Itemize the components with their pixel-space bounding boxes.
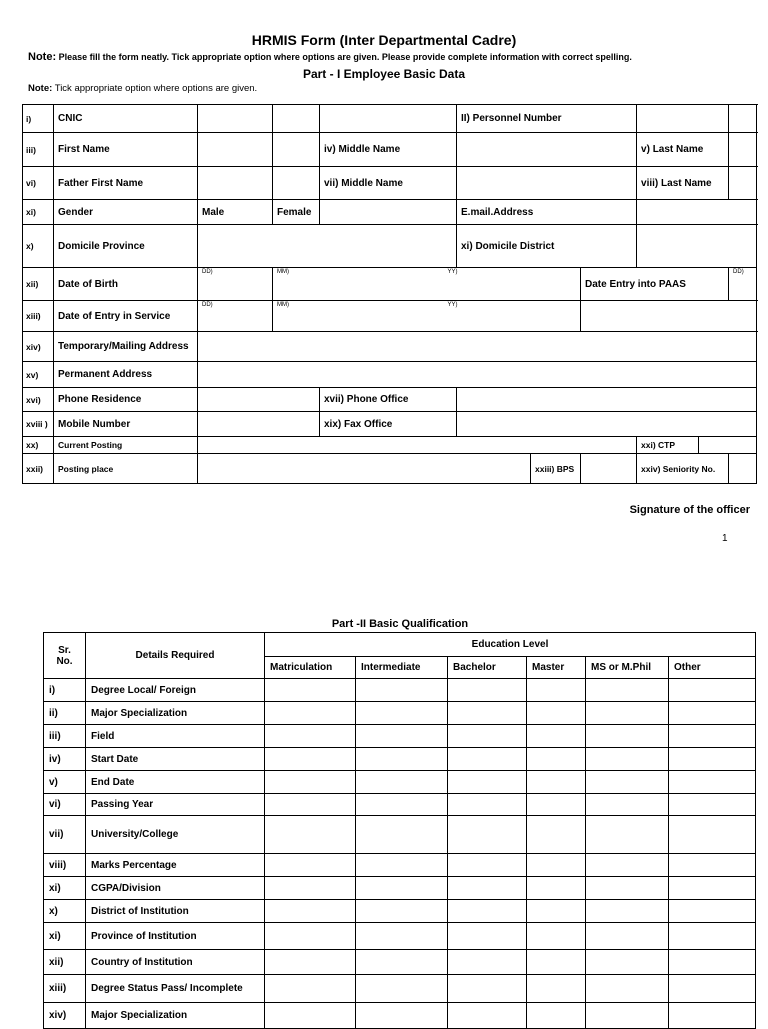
domicile-province-label: Domicile Province [54,225,198,268]
level-header: MS or M.Phil [586,657,669,679]
first-name-label: First Name [54,133,198,167]
qualification-row [44,1003,756,1029]
qualification-cell[interactable] [527,950,586,975]
middle-name-field[interactable] [457,133,637,167]
sr-number: viii) [44,854,86,877]
qualification-rows [44,679,756,1029]
qualification-cell[interactable] [669,854,756,877]
qualification-cell[interactable] [448,900,527,923]
page-number: 1 [722,533,728,544]
service-entry-blank[interactable] [581,301,757,332]
qualification-cell[interactable] [356,975,448,1003]
mobile-number-field[interactable] [198,412,320,437]
education-level-header: Education Level [265,633,756,657]
gender-label: Gender [54,200,198,225]
first-name-field[interactable] [273,133,320,167]
dob-month-field[interactable]: MM) [273,268,444,301]
level-header: Master [527,657,586,679]
detail-label: Province of Institution [86,923,265,950]
row-number: xiv) [23,332,54,362]
phone-row [23,388,757,412]
qualification-cell[interactable] [586,816,669,854]
row-number: xxii) [23,454,54,484]
qualification-cell[interactable] [586,900,669,923]
father-first-name-field[interactable] [198,167,273,200]
father-middle-name-field[interactable] [457,167,637,200]
sr-number: x) [44,900,86,923]
detail-label: District of Institution [86,900,265,923]
sr-number: iii) [44,725,86,748]
middle-name-label: iv) Middle Name [320,133,457,167]
service-day-field[interactable]: DD) [198,301,273,332]
note-text: Please fill the form neatly. Tick appropriate option where options are given. Please provide complete information with correct spelling. [56,52,632,62]
detail-label: University/College [86,816,265,854]
father-last-name-field[interactable] [729,167,757,200]
sr-number: v) [44,771,86,794]
sr-number: xiv) [44,1003,86,1029]
qualification-cell[interactable] [586,1003,669,1029]
qualification-row [44,950,756,975]
qualification-cell[interactable] [265,748,356,771]
father-name-row [23,167,757,200]
part-two-title: Part -II Basic Qualification [331,618,469,630]
paas-entry-date-label: Date Entry into PAAS [581,268,729,301]
personnel-number-field[interactable] [637,105,729,133]
father-first-name-field[interactable] [273,167,320,200]
gender-field[interactable] [320,200,457,225]
qualification-cell[interactable] [356,1003,448,1029]
header-row [44,633,756,657]
part-one-title: Part - I Employee Basic Data [302,67,466,81]
fax-office-label: xix) Fax Office [320,412,457,437]
last-name-field[interactable] [729,133,757,167]
sr-number: iv) [44,748,86,771]
row-number: xx) [23,437,54,454]
qualification-cell[interactable] [586,771,669,794]
row-number: xi) [23,200,54,225]
qualification-cell[interactable] [586,950,669,975]
row-number: xvi) [23,388,54,412]
note-label: Note: [28,51,57,63]
qualification-cell[interactable] [669,702,756,725]
qualification-cell[interactable] [265,877,356,900]
level-header: Other [669,657,756,679]
email-label: E.mail.Address [457,200,637,225]
qualification-row [44,854,756,877]
current-posting-label: Current Posting [54,437,198,454]
qualification-cell[interactable] [586,877,669,900]
posting-place-field[interactable] [198,454,531,484]
detail-label: End Date [86,771,265,794]
row-number: xviii ) [23,412,54,437]
row-number: i) [23,105,54,133]
qualification-cell[interactable] [448,923,527,950]
qualification-cell[interactable] [669,1003,756,1029]
domicile-row [23,225,757,268]
qualification-cell[interactable] [265,975,356,1003]
qualification-row [44,975,756,1003]
level-header: Intermediate [356,657,448,679]
detail-label: Major Specialization [86,1003,265,1029]
qualification-cell[interactable] [527,900,586,923]
note-text: Tick appropriate option where options are given. [52,83,258,94]
qualification-cell[interactable] [265,900,356,923]
qualification-cell[interactable] [448,771,527,794]
qualification-cell[interactable] [669,975,756,1003]
qualification-cell[interactable] [527,1003,586,1029]
detail-label: Marks Percentage [86,854,265,877]
qualification-cell[interactable] [669,950,756,975]
detail-label: Passing Year [86,794,265,816]
mobile-number-label: Mobile Number [54,412,198,437]
dob-year-field[interactable]: YY) [444,268,581,301]
posting-place-label: Posting place [54,454,198,484]
sr-number: xi) [44,877,86,900]
qualification-cell[interactable] [527,748,586,771]
qualification-cell[interactable] [586,702,669,725]
qualification-cell[interactable] [669,794,756,816]
note-label: Note: [28,83,53,94]
qualification-cell[interactable] [356,877,448,900]
sr-number: xiii) [44,975,86,1003]
qualification-row [44,725,756,748]
qualification-cell[interactable] [265,816,356,854]
personnel-number-field[interactable] [729,105,757,133]
sr-number: xii) [44,950,86,975]
sr-number: i) [44,679,86,702]
qualification-cell[interactable] [448,854,527,877]
bps-label: xxiii) BPS [531,454,581,484]
qualification-cell[interactable] [356,950,448,975]
gender-female-option[interactable]: Female [273,200,320,225]
row-number: x) [23,225,54,268]
sr-number-header: Sr. No. [44,633,86,679]
father-middle-name-label: vii) Middle Name [320,167,457,200]
personnel-number-label: II) Personnel Number [457,105,637,133]
dob-day-field[interactable]: DD) [198,268,273,301]
qualification-cell[interactable] [265,1003,356,1029]
qualification-cell[interactable] [356,854,448,877]
bps-field[interactable] [581,454,637,484]
qualification-cell[interactable] [448,816,527,854]
qualification-row [44,702,756,725]
sr-number: vi) [44,794,86,816]
date-of-birth-row [23,268,757,301]
current-posting-field[interactable] [198,437,637,454]
father-first-name-label: Father First Name [54,167,198,200]
domicile-district-field[interactable] [637,225,757,268]
qualification-cell[interactable] [448,950,527,975]
qualification-cell[interactable] [265,923,356,950]
qualification-cell[interactable] [669,877,756,900]
fax-office-field[interactable] [457,412,757,437]
domicile-province-field[interactable] [198,225,457,268]
service-entry-date-label: Date of Entry in Service [54,301,198,332]
qualification-row [44,900,756,923]
qualification-row [44,794,756,816]
detail-label: Major Specialization [86,702,265,725]
service-entry-row [23,301,757,332]
phone-office-field[interactable] [457,388,757,412]
qualification-cell[interactable] [265,771,356,794]
detail-label: CGPA/Division [86,877,265,900]
qualification-cell[interactable] [527,923,586,950]
qualification-cell[interactable] [356,679,448,702]
detail-label: Degree Local/ Foreign [86,679,265,702]
qualification-cell[interactable] [527,854,586,877]
officer-signature-label: Signature of the officer [629,504,750,516]
email-field[interactable] [637,200,757,225]
sr-number: xi) [44,923,86,950]
qualification-cell[interactable] [669,923,756,950]
qualification-cell[interactable] [448,725,527,748]
qualification-cell[interactable] [448,1003,527,1029]
qualification-cell[interactable] [356,900,448,923]
detail-label: Field [86,725,265,748]
options-note [28,83,257,94]
permanent-address-label: Permanent Address [54,362,198,388]
last-name-label: v) Last Name [637,133,729,167]
level-header: Bachelor [448,657,527,679]
qualification-cell[interactable] [265,725,356,748]
qualification-row [44,816,756,854]
qualification-row [44,679,756,702]
current-posting-row [23,437,757,454]
qualification-cell[interactable] [448,975,527,1003]
qualification-cell[interactable] [669,679,756,702]
row-number: iii) [23,133,54,167]
ctp-field[interactable] [699,437,757,454]
qualification-cell[interactable] [527,725,586,748]
qualification-row [44,877,756,900]
qualification-cell[interactable] [448,679,527,702]
qualification-cell[interactable] [265,854,356,877]
permanent-address-row [23,362,757,388]
qualification-cell[interactable] [669,900,756,923]
qualification-cell[interactable] [586,975,669,1003]
phone-residence-label: Phone Residence [54,388,198,412]
cnic-row [23,105,757,133]
cnic-field[interactable] [320,105,457,133]
seniority-number-label: xxiv) Seniority No. [637,454,729,484]
qualification-cell[interactable] [448,748,527,771]
qualification-row [44,923,756,950]
row-number: xii) [23,268,54,301]
qualification-cell[interactable] [448,877,527,900]
row-number: vi) [23,167,54,200]
cnic-label: CNIC [54,105,198,133]
qualification-cell[interactable] [527,679,586,702]
father-last-name-label: viii) Last Name [637,167,729,200]
qualification-cell[interactable] [586,748,669,771]
qualification-cell[interactable] [669,748,756,771]
sr-number: ii) [44,702,86,725]
mailing-address-row [23,332,757,362]
qualification-cell[interactable] [356,725,448,748]
qualification-cell[interactable] [265,950,356,975]
qualification-cell[interactable] [356,771,448,794]
domicile-district-label: xi) Domicile District [457,225,637,268]
posting-place-row [23,454,757,484]
sr-number: vii) [44,816,86,854]
qualification-cell[interactable] [356,923,448,950]
qualification-row [44,771,756,794]
form-title: HRMIS Form (Inter Departmental Cadre) [251,32,517,48]
qualification-cell[interactable] [669,771,756,794]
qualification-cell[interactable] [586,725,669,748]
date-of-birth-label: Date of Birth [54,268,198,301]
mailing-address-label: Temporary/Mailing Address [54,332,198,362]
cnic-field[interactable] [273,105,320,133]
qualification-cell[interactable] [265,794,356,816]
qualification-cell[interactable] [527,816,586,854]
gender-row [23,200,757,225]
qualification-row [44,748,756,771]
row-number: xiii) [23,301,54,332]
instruction-note [28,51,632,63]
qualification-cell[interactable] [586,794,669,816]
mobile-row [23,412,757,437]
basic-qualification-table [43,632,756,1029]
qualification-cell[interactable] [448,702,527,725]
qualification-cell[interactable] [356,702,448,725]
gender-male-option[interactable]: Male [198,200,273,225]
mailing-address-field[interactable] [198,332,757,362]
name-row [23,133,757,167]
employee-basic-data-table [22,104,757,484]
qualification-cell[interactable] [669,816,756,854]
qualification-cell[interactable] [669,725,756,748]
qualification-cell[interactable] [265,679,356,702]
permanent-address-field[interactable] [198,362,757,388]
qualification-cell[interactable] [527,975,586,1003]
qualification-cell[interactable] [586,679,669,702]
qualification-cell[interactable] [356,816,448,854]
ctp-label: xxi) CTP [637,437,699,454]
cnic-field[interactable] [198,105,273,133]
level-header: Matriculation [265,657,356,679]
qualification-cell[interactable] [527,771,586,794]
qualification-cell[interactable] [265,702,356,725]
qualification-cell[interactable] [527,702,586,725]
phone-residence-field[interactable] [198,388,320,412]
details-required-header: Details Required [86,633,265,679]
seniority-number-field[interactable] [729,454,757,484]
qualification-cell[interactable] [356,748,448,771]
detail-label: Start Date [86,748,265,771]
qualification-cell[interactable] [586,854,669,877]
detail-label: Degree Status Pass/ Incomplete [86,975,265,1003]
qualification-cell[interactable] [527,877,586,900]
row-number: xv) [23,362,54,388]
service-year-field[interactable]: YY) [444,301,581,332]
phone-office-label: xvii) Phone Office [320,388,457,412]
first-name-field[interactable] [198,133,273,167]
qualification-cell[interactable] [356,794,448,816]
qualification-cell[interactable] [527,794,586,816]
paas-day-field[interactable]: DD) [729,268,757,301]
qualification-cell[interactable] [586,923,669,950]
qualification-cell[interactable] [448,794,527,816]
service-month-field[interactable]: MM) [273,301,444,332]
detail-label: Country of Institution [86,950,265,975]
